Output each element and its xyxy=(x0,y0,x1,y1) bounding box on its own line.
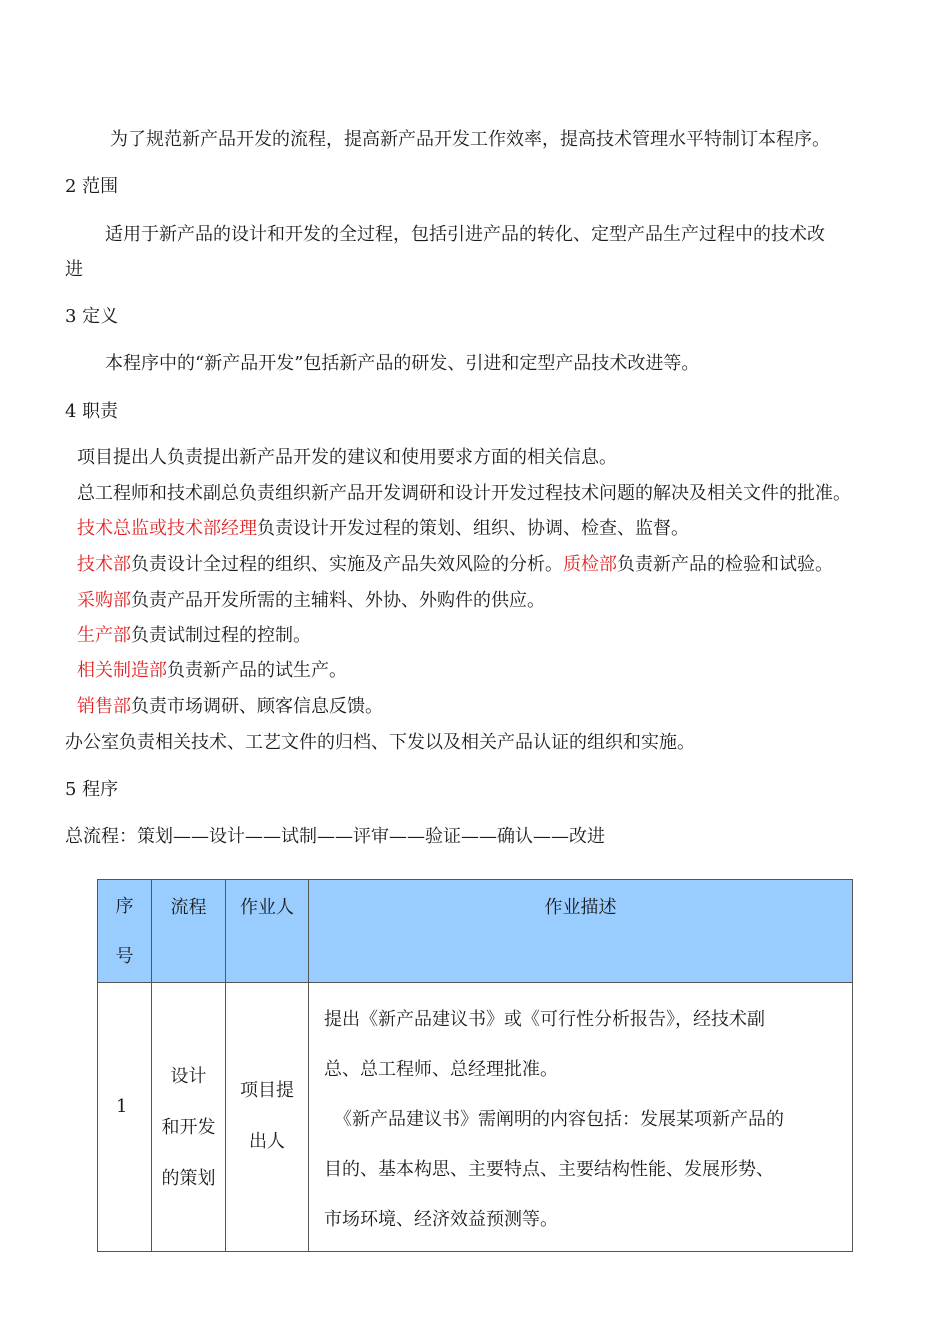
section-2-body-line2: 进 xyxy=(65,259,83,280)
responsibility-7 xyxy=(77,659,347,683)
dept-qc: 质检部 xyxy=(563,554,617,575)
responsibility-7-text: 负责新产品的试生产。 xyxy=(167,660,347,681)
section-4-heading: 4 职责 xyxy=(65,401,119,422)
dept-production: 生产部 xyxy=(77,625,131,646)
responsibility-3 xyxy=(77,517,689,541)
row1-operator-line1: 项目提 xyxy=(240,1080,294,1101)
header-seq-line1: 序 xyxy=(115,896,134,917)
responsibility-4-text-2: 负责新产品的检验和试验。 xyxy=(617,554,833,575)
row1-operator xyxy=(226,983,309,1252)
table-header-row xyxy=(98,880,853,983)
responsibility-5 xyxy=(77,589,545,613)
section-3-body: 本程序中的“新产品开发”包括新产品的研发、引进和定型产品技术改进等。 xyxy=(105,353,700,374)
responsibility-8-text: 负责市场调研、顾客信息反馈。 xyxy=(131,696,383,717)
row1-desc-line4: 目的、基本构思、主要特点、主要结构性能、发展形势、 xyxy=(324,1159,774,1180)
row1-desc-line1: 提出《新产品建议书》或《可行性分析报告》，经技术副 xyxy=(324,1009,765,1030)
row1-process-line1: 设计 xyxy=(170,1066,207,1087)
header-description: 作业描述 xyxy=(309,880,853,983)
row1-process-line2: 和开发 xyxy=(161,1117,216,1138)
dept-tech-director: 技术总监或技术部经理 xyxy=(77,518,257,539)
responsibility-4 xyxy=(77,553,833,577)
responsibility-9: 办公室负责相关技术、工艺文件的归档、下发以及相关产品认证的组织和实施。 xyxy=(65,732,695,753)
header-process: 流程 xyxy=(152,880,226,983)
row1-process xyxy=(152,983,226,1252)
dept-tech: 技术部 xyxy=(77,554,131,575)
responsibility-8 xyxy=(77,695,383,719)
header-seq xyxy=(98,880,152,983)
section-2-body-line1: 适用于新产品的设计和开发的全过程，包括引进产品的转化、定型产品生产过程中的技术改 xyxy=(105,224,825,245)
section-3-heading: 3 定义 xyxy=(65,306,119,327)
responsibility-6 xyxy=(77,624,311,648)
intro-paragraph: 为了规范新产品开发的流程，提高新产品开发工作效率，提高技术管理水平特制订本程序。 xyxy=(110,129,830,150)
responsibility-4-text-1: 负责设计全过程的组织、实施及产品失效风险的分析。 xyxy=(131,554,563,575)
row1-operator-line2: 出人 xyxy=(249,1131,285,1152)
responsibility-1: 项目提出人负责提出新产品开发的建议和使用要求方面的相关信息。 xyxy=(77,447,617,468)
dept-purchasing: 采购部 xyxy=(77,590,131,611)
section-5-heading: 5 程序 xyxy=(65,779,119,800)
row1-description xyxy=(309,983,853,1252)
responsibility-6-text: 负责试制过程的控制。 xyxy=(131,625,311,646)
responsibility-5-text: 负责产品开发所需的主辅料、外协、外购件的供应。 xyxy=(131,590,545,611)
responsibility-3-text: 负责设计开发过程的策划、组织、协调、检查、监督。 xyxy=(257,518,689,539)
row1-desc-line5: 市场环境、经济效益预测等。 xyxy=(324,1209,558,1230)
responsibility-2: 总工程师和技术副总负责组织新产品开发调研和设计开发过程技术问题的解决及相关文件的批准。 xyxy=(77,483,851,504)
overall-flow: 总流程：策划——设计——试制——评审——验证——确认——改进 xyxy=(65,826,605,847)
row1-process-line3: 的策划 xyxy=(161,1168,216,1189)
table-row xyxy=(98,983,853,1252)
header-operator: 作业人 xyxy=(226,880,309,983)
dept-manufacturing: 相关制造部 xyxy=(77,660,167,681)
row1-desc-line3: 《新产品建议书》需阐明的内容包括：发展某项新产品的 xyxy=(334,1109,784,1130)
header-seq-line2: 号 xyxy=(115,946,134,967)
row1-desc-line2: 总、总工程师、总经理批准。 xyxy=(324,1059,558,1080)
row1-seq: 1 xyxy=(98,983,152,1252)
section-2-heading: 2 范围 xyxy=(65,176,119,197)
dept-sales: 销售部 xyxy=(77,696,131,717)
procedure-table xyxy=(97,879,853,1252)
